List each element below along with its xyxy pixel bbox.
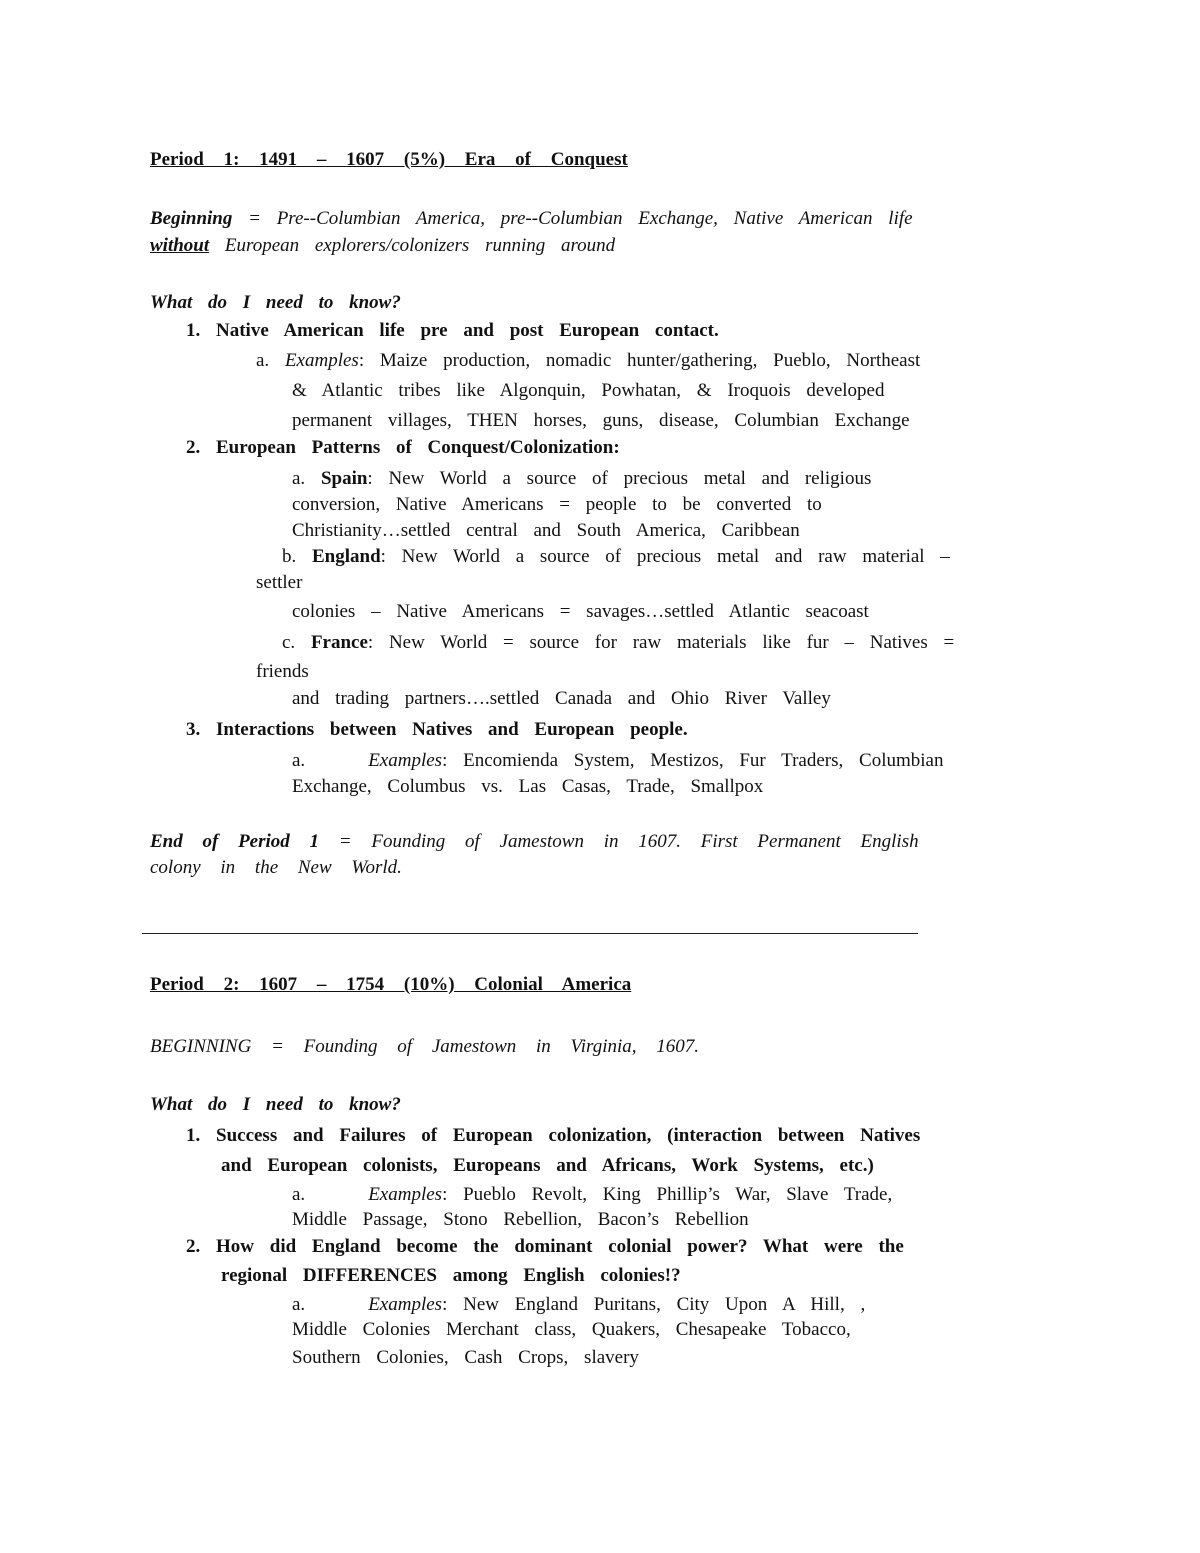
period2-item1-a-line2: Middle Passage, Stono Rebellion, Bacon’s Rebellion <box>292 1209 749 1230</box>
period1-item2-c-text: : New World = source for raw materials like fur – Natives = <box>367 632 955 653</box>
period2-item1-line2: and European colonists, Europeans and Africans, Work Systems, etc.) <box>221 1155 874 1176</box>
list-letter: a. <box>292 468 306 489</box>
list-letter: a. <box>292 750 306 771</box>
period1-item2-c-line2: friends <box>256 661 309 682</box>
period1-item2-c-line3: and trading partners….settled Canada and Ohio River Valley <box>292 688 831 709</box>
examples-label: Examples <box>284 350 359 371</box>
period2-item2-line1 <box>186 1236 904 1258</box>
period1-beginning-label: Beginning <box>150 208 233 229</box>
period1-item1 <box>186 320 719 342</box>
period1-beginning-text-2: European explorers/colonizers running around <box>209 235 616 256</box>
period1-item3-number: 3. <box>186 719 201 740</box>
period1-end-label: End of Period 1 <box>150 831 320 852</box>
period1-item2-a-line1 <box>292 468 871 490</box>
period2-item1-a-line1 <box>292 1184 892 1206</box>
period1-item2-b-line3: colonies – Native Americans = savages…settled Atlantic seacoast <box>292 601 869 622</box>
period1-item2 <box>186 437 620 459</box>
period2-item2-a-line3: Southern Colonies, Cash Crops, slavery <box>292 1347 639 1368</box>
period1-item1-a-line2: & Atlantic tribes like Algonquin, Powhatan, & Iroquois developed <box>292 380 885 401</box>
period1-item3-a-line2: Exchange, Columbus vs. Las Casas, Trade, Smallpox <box>292 776 764 797</box>
section-divider <box>142 933 918 934</box>
period2-item1-a-text: : Pueblo Revolt, King Phillip’s War, Slave Trade, <box>442 1184 893 1205</box>
period1-end-line1 <box>150 831 919 853</box>
examples-label: Examples <box>368 1294 443 1315</box>
period1-end-line2: colony in the New World. <box>150 857 402 878</box>
examples-label: Examples <box>368 750 443 771</box>
period2-item2-a-line1 <box>292 1294 865 1316</box>
period2-question: What do I need to know? <box>150 1094 401 1115</box>
list-letter: a. <box>256 350 270 371</box>
list-letter: b. <box>282 546 297 567</box>
list-letter: a. <box>292 1294 306 1315</box>
period1-item1-a-line3: permanent villages, THEN horses, guns, disease, Columbian Exchange <box>292 410 910 431</box>
period1-item3-title: Interactions between Natives and European people. <box>216 719 688 740</box>
england-label: England <box>312 546 381 567</box>
period1-item2-title: European Patterns of Conquest/Colonization: <box>216 437 620 458</box>
period1-heading: Period 1: 1491 – 1607 (5%) Era of Conquest <box>150 149 628 170</box>
france-label: France <box>310 632 368 653</box>
period1-item2-number: 2. <box>186 437 201 458</box>
period1-item2-a-text: : New World a source of precious metal and religious <box>367 468 872 489</box>
period2-item2-number: 2. <box>186 1236 201 1257</box>
period2-item2-a-line2: Middle Colonies Merchant class, Quakers, Chesapeake Tobacco, <box>292 1319 851 1340</box>
period2-beginning-line <box>150 1036 699 1058</box>
period1-item1-a-text: : Maize production, nomadic hunter/gathering, Pueblo, Northeast <box>358 350 921 371</box>
period1-beginning-text-1: = Pre--Columbian America, pre--Columbian Exchange, Native American life <box>232 208 913 229</box>
period1-beginning-line2 <box>150 235 615 257</box>
list-letter: c. <box>282 632 296 653</box>
examples-label: Examples <box>368 1184 443 1205</box>
period1-item3-a-line1 <box>292 750 943 772</box>
period1-item1-title: Native American life pre and post European contact. <box>216 320 719 341</box>
period1-item2-b-text: : New World a source of precious metal and raw material – <box>380 546 950 567</box>
spain-label: Spain <box>320 468 368 489</box>
period2-beginning-text: = Founding of Jamestown in Virginia, 1607. <box>251 1036 699 1057</box>
period1-item2-b-line1 <box>282 546 950 568</box>
period2-beginning-label: BEGINNING <box>150 1036 252 1057</box>
period2-heading: Period 2: 1607 – 1754 (10%) Colonial America <box>150 974 632 995</box>
period2-item2-line2: regional DIFFERENCES among English colonies!? <box>221 1265 681 1286</box>
period1-question: What do I need to know? <box>150 292 401 313</box>
list-letter: a. <box>292 1184 306 1205</box>
period2-item2-text: How did England become the dominant colonial power? What were the <box>216 1236 904 1257</box>
period1-item2-a-line3: Christianity…settled central and South America, Caribbean <box>292 520 800 541</box>
period1-item1-number: 1. <box>186 320 201 341</box>
period2-item1-text: Success and Failures of European colonization, (interaction between Natives <box>216 1125 921 1146</box>
period1-item2-a-line2: conversion, Native Americans = people to be converted to <box>292 494 822 515</box>
period1-item1-a-line1 <box>256 350 920 372</box>
period2-item2-a-text: : New England Puritans, City Upon A Hill, , <box>442 1294 866 1315</box>
period1-item3-a-text: : Encomienda System, Mestizos, Fur Traders, Columbian <box>442 750 944 771</box>
period2-item1-line1 <box>186 1125 920 1147</box>
period1-item3 <box>186 719 688 741</box>
period1-item2-c-line1 <box>282 632 954 654</box>
period1-end-text: = Founding of Jamestown in 1607. First Permanent English <box>319 831 919 852</box>
period1-without-word: without <box>150 235 210 256</box>
period1-item2-b-line2: settler <box>256 572 303 593</box>
period1-beginning-line1 <box>150 208 913 230</box>
period2-item1-number: 1. <box>186 1125 201 1146</box>
